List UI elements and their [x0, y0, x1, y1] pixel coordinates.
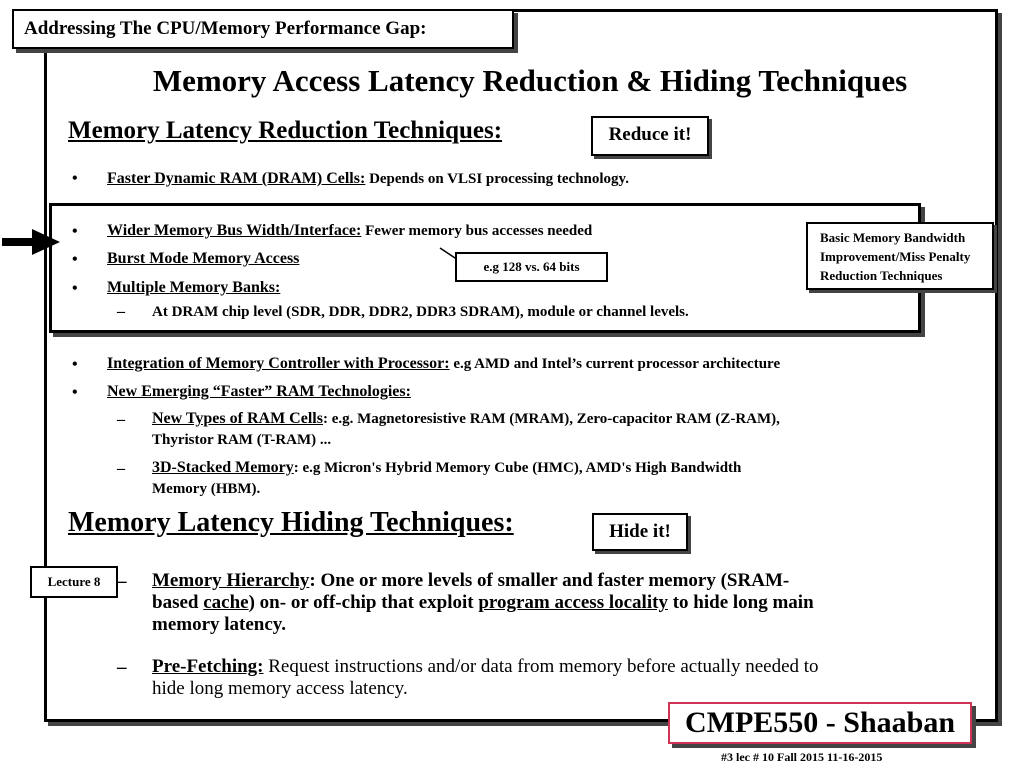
- bullet-desc: e.g AMD and Intel’s current processor architecture: [449, 356, 781, 372]
- bullet-glyph: •: [72, 223, 78, 240]
- bullet-term: Multiple Memory Banks:: [107, 279, 281, 296]
- bullet-desc: Depends on VLSI processing technology.: [365, 171, 629, 187]
- hierarchy-desc: ) on- or off-chip that exploit: [248, 592, 479, 613]
- sub-3d-stacked: [152, 459, 741, 477]
- prefetch-term: Pre-Fetching:: [152, 656, 264, 677]
- bullet-desc: Fewer memory bus accesses needed: [361, 223, 593, 239]
- sub-3d-stacked-cont: Memory (HBM).: [152, 481, 261, 497]
- dash-glyph: –: [117, 411, 125, 428]
- basic-box-line: Basic Memory Bandwidth: [820, 230, 966, 245]
- hiding-heading: Memory Latency Hiding Techniques:: [68, 507, 514, 538]
- hierarchy-desc: based: [152, 592, 204, 613]
- hierarchy-desc: : One or more levels of smaller and faster memory (SRAM-: [309, 570, 790, 591]
- reduce-it-tag: Reduce it!: [591, 116, 709, 156]
- prefetch-desc: Request instructions and/or data from memory before actually needed to: [263, 656, 819, 677]
- bullet-glyph: •: [72, 170, 78, 187]
- bullet-glyph: •: [72, 280, 78, 297]
- hiding-memory-hierarchy: [152, 570, 814, 636]
- basic-bandwidth-box: [806, 222, 994, 290]
- slide-footnote: #3 lec # 10 Fall 2015 11-16-2015: [721, 750, 883, 764]
- dash-glyph: –: [117, 303, 125, 320]
- hierarchy-desc: memory latency.: [152, 614, 287, 635]
- bullet-term: Burst Mode Memory Access: [107, 250, 300, 267]
- eg-128-bits-tag: e.g 128 vs. 64 bits: [455, 252, 608, 282]
- bullet-new-ram: [107, 383, 411, 401]
- arrow-right-icon: [0, 228, 62, 258]
- locality-term: program access locality: [478, 592, 668, 613]
- slide-title: Memory Access Latency Reduction & Hiding Techniques: [152, 63, 908, 98]
- bullet-glyph: •: [72, 384, 78, 401]
- bullet-term: Wider Memory Bus Width/Interface:: [107, 222, 362, 239]
- sub-desc: : e.g Micron's Hybrid Memory Cube (HMC), AMD's High Bandwidth: [293, 460, 742, 476]
- sub-term: New Types of RAM Cells: [152, 410, 323, 427]
- bullet-burst-mode: [107, 250, 299, 268]
- basic-box-line: Reduction Techniques: [820, 268, 943, 283]
- reduction-heading: Memory Latency Reduction Techniques:: [68, 117, 503, 144]
- dash-glyph: –: [117, 460, 125, 477]
- cache-term: cache: [203, 592, 249, 613]
- bullet-memory-banks: [107, 279, 280, 297]
- sub-term: 3D-Stacked Memory: [152, 459, 294, 476]
- hiding-prefetching: [152, 656, 819, 700]
- basic-box-line: Improvement/Miss Penalty: [820, 249, 971, 264]
- hierarchy-term: Memory Hierarchy: [152, 570, 310, 591]
- hierarchy-desc: to hide long main: [667, 592, 814, 613]
- hide-it-tag: Hide it!: [592, 513, 688, 551]
- topic-box: Addressing The CPU/Memory Performance Gap:: [12, 9, 514, 49]
- bullet-faster-dram: [107, 170, 629, 188]
- prefetch-desc: hide long memory access latency.: [152, 678, 408, 699]
- dash-glyph: –: [117, 571, 127, 592]
- bullet-glyph: •: [72, 251, 78, 268]
- dash-glyph: –: [117, 657, 127, 678]
- lecture-badge: Lecture 8: [30, 566, 118, 598]
- bullet-wider-bus: [107, 222, 592, 240]
- bullet-term: New Emerging “Faster” RAM Technologies:: [107, 383, 411, 400]
- bullet-term: Integration of Memory Controller with Processor:: [107, 355, 450, 372]
- bullet-memory-controller: [107, 355, 780, 373]
- sub-new-ram-cells-cont: Thyristor RAM (T-RAM) ...: [152, 432, 332, 448]
- sub-desc: : e.g. Magnetoresistive RAM (MRAM), Zero-capacitor RAM (Z-RAM),: [322, 411, 780, 427]
- sub-new-ram-cells: [152, 410, 780, 428]
- bullet-glyph: •: [72, 356, 78, 373]
- bullet-term: Faster Dynamic RAM (DRAM) Cells:: [107, 170, 366, 187]
- course-footer: CMPE550 - Shaaban: [668, 702, 972, 744]
- sub-dram-levels: At DRAM chip level (SDR, DDR, DDR2, DDR3 SDRAM), module or channel levels.: [152, 304, 689, 320]
